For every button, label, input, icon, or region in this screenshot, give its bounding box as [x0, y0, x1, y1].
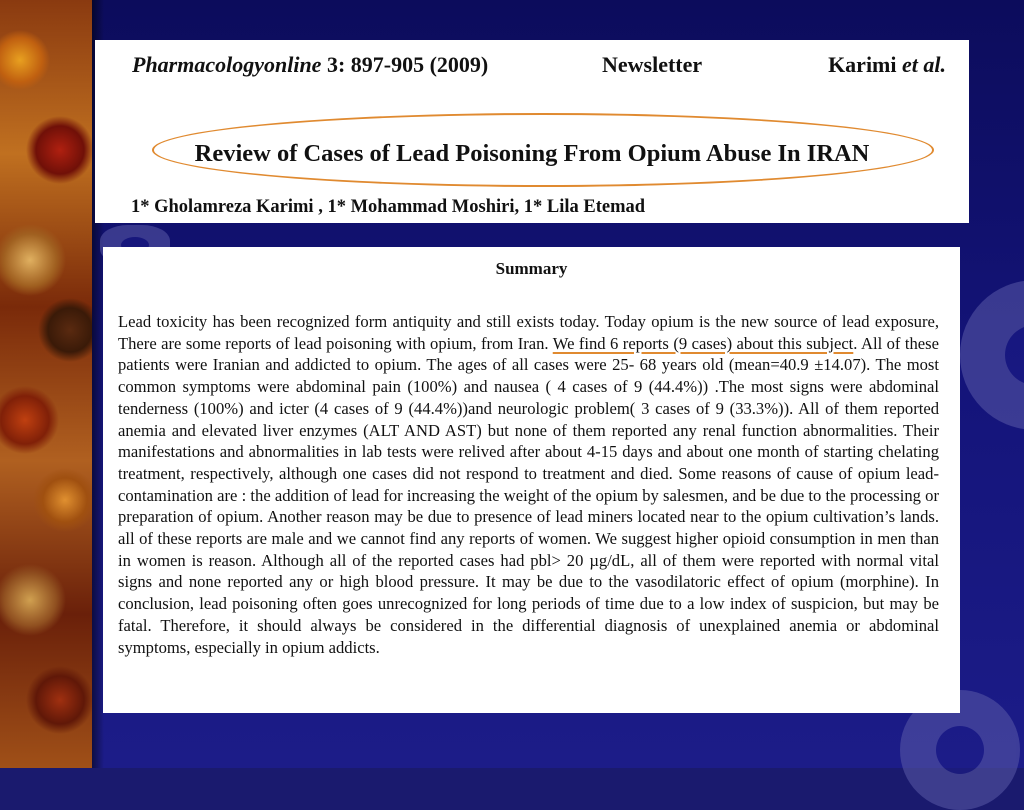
journal-name: Pharmacologyonline [132, 52, 322, 77]
paper-authors: 1* Gholamreza Karimi , 1* Mohammad Moshiri, 1* Lila Etemad [131, 197, 646, 217]
section-label: Newsletter [602, 52, 703, 77]
paper-title: Review of Cases of Lead Poisoning From Opium Abuse In IRAN [194, 140, 870, 167]
running-author-etal: et al. [902, 52, 946, 77]
decorative-left-strip [0, 0, 92, 768]
running-authors [828, 52, 946, 78]
journal-citation [132, 52, 488, 78]
summary-panel [103, 247, 960, 713]
summary-text-rest: . All of these patients were Iranian and addicted to opium. The ages of all cases were 25- 68 years old (mean=40.9 ±14.07). The most common symptoms were abdominal pain (100%) and nausea ( 4 cases of 9 (44.4%)) .The most signs were abdominal tenderness (100%) and icter (4 cases of 9 (44.4%))and neurologic problem( 3 cases of 9 (33.3%)). All of them reported anemia and elevated liver enzymes (ALT AND AST) but none of them reported any renal function abnormalities. Their manifestations and abnormalities in lab tests were relived after about 4-15 days and about one month of starting chelating treatment, respectively, although one cases did not respond to treatment and died. Some reasons of cause of opium lead-contamination are : the addition of lead for increasing the weight of the opium by salesmen, and be due to the processing or preparation of opium. Another reason may be due to presence of lead miners located near to the opium cultivation’s lands. all of these reports are male and we cannot find any reports of women. We suggest higher opioid consumption in men than in women is reason. Although all of the reported cases had pbl> 20 µg/dL, all of them were reported with normal vital signs and none reported any or high blood pressure. It may be due to the vasodilatoric effect of opium (morphine). In conclusion, lead poisoning often goes unrecognized for long periods of time due to a low index of suspicion, but may be fatal. Therefore, it should always be considered in the differential diagnosis of unexplained anemia or abdominal symptoms, especially in opium addicts. [118, 333, 939, 657]
summary-body [118, 311, 939, 658]
summary-text-intro: Lead toxicity has been recognized form antiquity and still exists today. Today opium is the new source of lead exposure, There are some reports of lead poisoning with opium, from Iran. [118, 312, 939, 353]
summary-highlight: We find 6 reports (9 cases) about this subject [552, 333, 854, 353]
running-author-name: Karimi [828, 52, 902, 77]
journal-volume-pages: 3: 897-905 (2009) [321, 52, 489, 77]
paper-header-panel [95, 40, 969, 223]
summary-heading: Summary [495, 259, 568, 278]
